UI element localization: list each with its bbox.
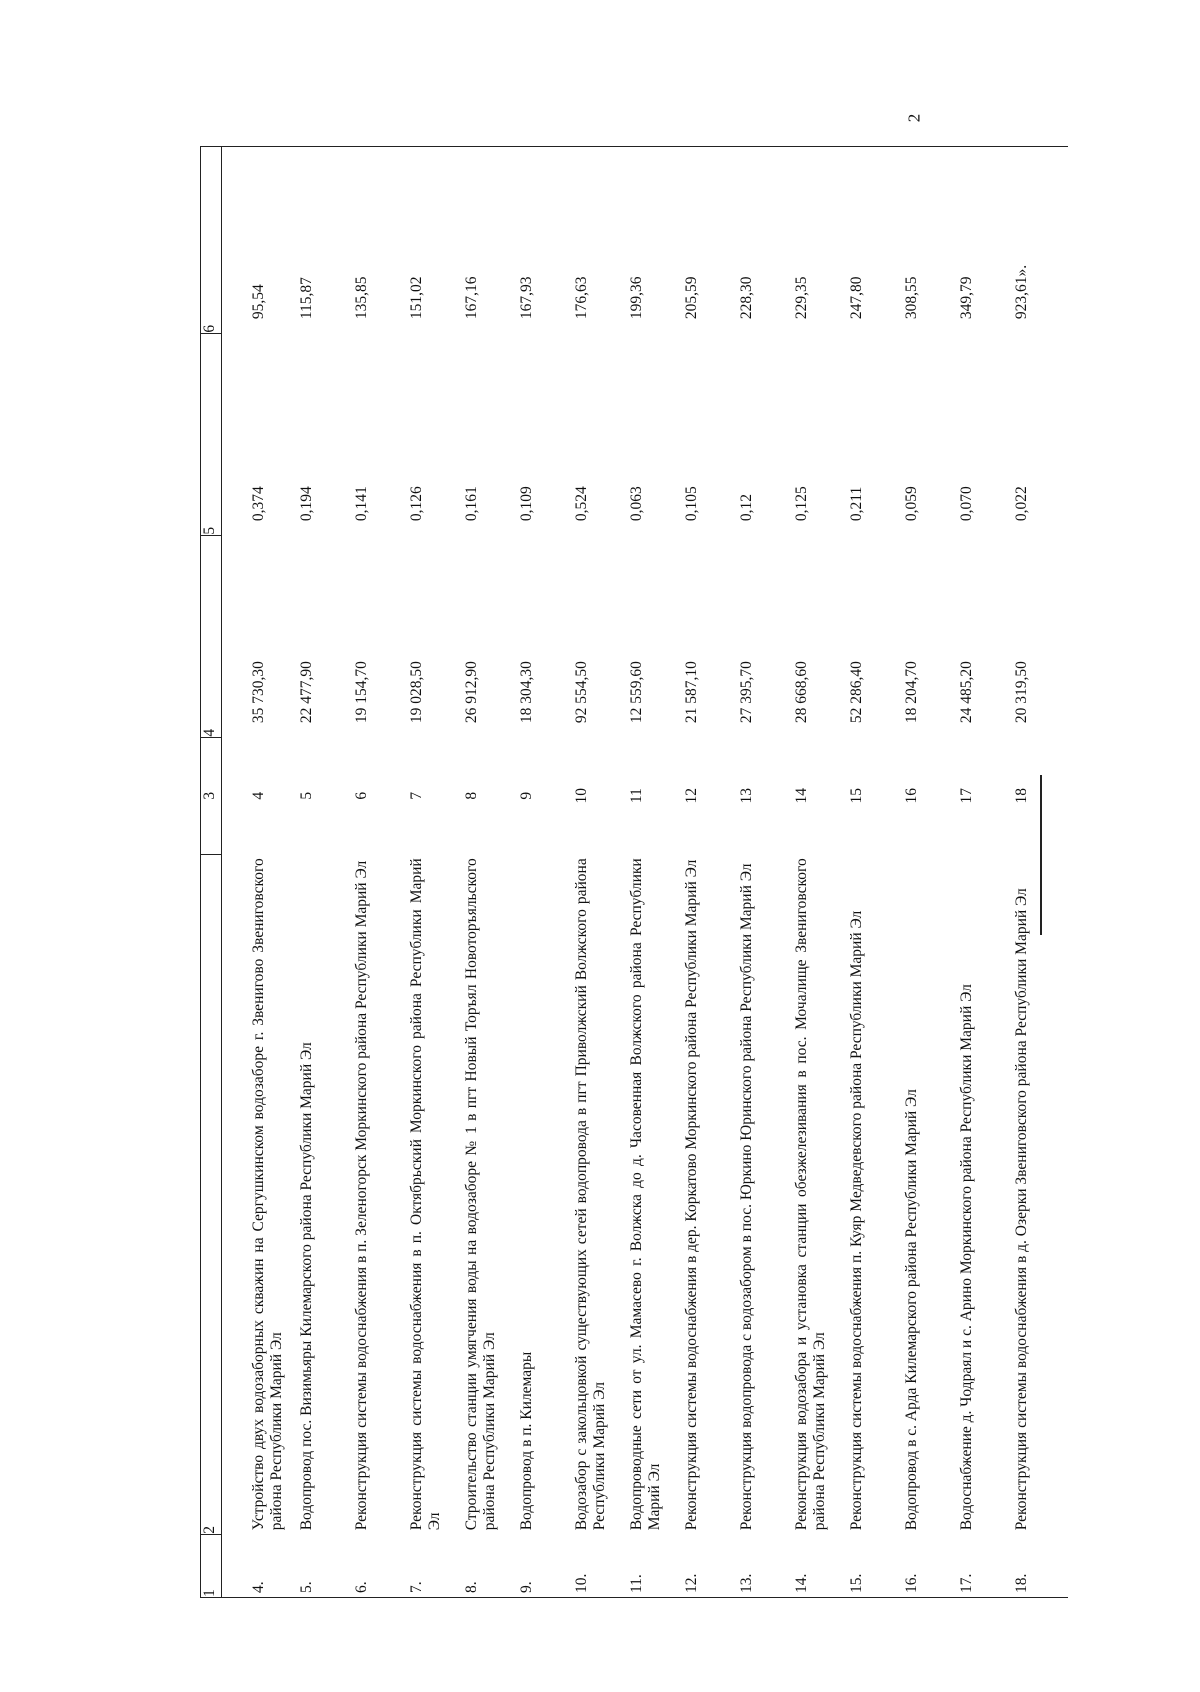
col-6-value: 135,85: [353, 147, 408, 334]
col-5-value: 0,105: [683, 486, 700, 522]
table-row: [958, 147, 1013, 1598]
col-4-value: 22 477,90: [298, 661, 315, 724]
row-number: 10.: [573, 1534, 628, 1597]
col-5-value: 0,070: [958, 486, 975, 522]
row-number: 6.: [353, 1534, 408, 1597]
col-4-value: 26 912,90: [463, 661, 480, 724]
col-3-value: 15: [848, 787, 865, 804]
col-4-value: 27 395,70: [738, 661, 755, 724]
row-number: 18.: [1013, 1534, 1068, 1597]
col-3-value: 18: [1013, 787, 1030, 804]
col-3-value: 13: [738, 787, 755, 804]
object-name: Водопроводные сети от ул. Мамасево г. Волжска до д. Часовенная Волжского района Республики Марий Эл: [628, 858, 663, 1531]
row-number: 12.: [683, 1534, 738, 1597]
header-col-6: 6: [201, 147, 222, 334]
col-6-value: 167,93: [518, 147, 573, 334]
rotated-page-content: [200, 26, 1030, 1598]
row-number: 4.: [222, 1534, 299, 1597]
page-number: 2: [904, 113, 924, 123]
table-row: [793, 147, 848, 1598]
table-row: [298, 147, 353, 1598]
table-row: [408, 147, 463, 1598]
col-5-value: 0,161: [463, 486, 480, 522]
col-6-value: 229,35: [793, 147, 848, 334]
col-4-value: 19 028,50: [408, 661, 425, 724]
col-3-value: 10: [573, 787, 590, 804]
col-5-value: 0,059: [903, 486, 920, 522]
col-4-value: 18 304,30: [518, 661, 535, 724]
object-name: Водозабор с закольцовкой существующих сетей водопровода в пгт Приволжский Волжского района Республики Марий Эл: [573, 858, 608, 1531]
col-5-value: 0,141: [353, 486, 370, 522]
row-number: 13.: [738, 1534, 793, 1597]
col-4-value: 35 730,30: [250, 661, 267, 724]
col-5-value: 0,374: [250, 486, 267, 522]
row-number: 8.: [463, 1534, 518, 1597]
col-6-value: 923,61».: [1013, 147, 1068, 334]
table-row: [628, 147, 683, 1598]
col-6-value: 95,54: [222, 147, 299, 334]
object-name: Водопровод пос. Визимьяры Килемарского района Республики Марий Эл: [298, 1042, 315, 1531]
header-col-3: 3: [201, 737, 222, 854]
col-5-value: 0,12: [738, 493, 755, 522]
col-4-value: 19 154,70: [353, 661, 370, 724]
footer-divider-line: [1040, 775, 1042, 935]
col-6-value: 115,87: [298, 147, 353, 334]
row-number: 5.: [298, 1534, 353, 1597]
col-6-value: 247,80: [848, 147, 903, 334]
row-number: 16.: [903, 1534, 958, 1597]
col-3-value: 5: [298, 791, 315, 800]
object-name: Реконструкция системы водоснабжения в д. Озерки Звениговского района Республики Марий Эл: [1013, 888, 1030, 1531]
table-row: [738, 147, 793, 1598]
col-4-value: 20 319,50: [1013, 661, 1030, 724]
col-4-value: 52 286,40: [848, 661, 865, 724]
row-number: 11.: [628, 1534, 683, 1597]
col-3-value: 14: [793, 787, 810, 804]
object-name: Строительство станции умягчения воды на водозаборе № 1 в пгт Новый Торъял Новоторъяльского района Республики Марий Эл: [463, 858, 498, 1531]
table-body: [222, 147, 1069, 1598]
col-5-value: 0,125: [793, 486, 810, 522]
data-table: [200, 146, 1068, 1598]
col-6-value: 199,36: [628, 147, 683, 334]
row-number: 15.: [848, 1534, 903, 1597]
col-3-value: 12: [683, 787, 700, 804]
object-name: Реконструкция системы водоснабжения в п. Зеленогорск Моркинского района Республики Марий Эл: [353, 860, 370, 1531]
object-name: Водопровод в п. Килемары: [518, 1351, 535, 1531]
col-3-value: 6: [353, 791, 370, 800]
header-col-1: 1: [201, 1534, 222, 1597]
object-name: Реконструкция системы водоснабжения в п. Октябрьский Моркинского района Республики Марий Эл: [408, 858, 443, 1531]
header-col-5: 5: [201, 333, 222, 535]
header-col-4: 4: [201, 535, 222, 737]
object-name: Водоснабжение д. Чодраял и с. Арино Моркинского района Республики Марий Эл: [958, 984, 975, 1531]
table-row: [463, 147, 518, 1598]
row-number: 7.: [408, 1534, 463, 1597]
col-3-value: 7: [408, 791, 425, 800]
col-5-value: 0,194: [298, 486, 315, 522]
col-6-value: 151,02: [408, 147, 463, 334]
col-3-value: 11: [628, 788, 645, 804]
col-6-value: 205,59: [683, 147, 738, 334]
row-number: 14.: [793, 1534, 848, 1597]
col-5-value: 0,022: [1013, 486, 1030, 522]
table-header: [201, 147, 222, 1598]
col-3-value: 9: [518, 791, 535, 800]
col-5-value: 0,211: [848, 486, 865, 522]
header-col-2: 2: [201, 854, 222, 1534]
table-row: [518, 147, 573, 1598]
table-row: [903, 147, 958, 1598]
col-4-value: 28 668,60: [793, 661, 810, 724]
col-3-value: 4: [250, 791, 267, 800]
col-4-value: 92 554,50: [573, 661, 590, 724]
object-name: Реконструкция системы водоснабжения п. Куяр Медведевского района Республики Марий Эл: [848, 910, 865, 1531]
col-4-value: 12 559,60: [628, 661, 645, 724]
col-5-value: 0,109: [518, 486, 535, 522]
col-6-value: 167,16: [463, 147, 518, 334]
col-4-value: 24 485,20: [958, 661, 975, 724]
col-3-value: 17: [958, 787, 975, 804]
col-4-value: 18 204,70: [903, 661, 920, 724]
col-6-value: 228,30: [738, 147, 793, 334]
col-3-value: 16: [903, 787, 920, 804]
table-row: [353, 147, 408, 1598]
col-4-value: 21 587,10: [683, 661, 700, 724]
object-name: Водопровод в с. Арда Килемарского района Республики Марий Эл: [903, 1089, 920, 1531]
object-name: Устройство двух водозаборных скважин на Сергушкинском водозаборе г. Звенигово Звениговского района Республики Марий Эл: [250, 858, 285, 1531]
row-number: 17.: [958, 1534, 1013, 1597]
row-number: 9.: [518, 1534, 573, 1597]
table-row: [683, 147, 738, 1598]
col-3-value: 8: [463, 791, 480, 800]
table-row: [573, 147, 628, 1598]
object-name: Реконструкция водозабора и установка станции обезжелезивания в пос. Мочалище Звениговского района Республики Марий Эл: [793, 858, 828, 1531]
col-6-value: 176,63: [573, 147, 628, 334]
table-row: [222, 147, 299, 1598]
header-row: [201, 147, 222, 1598]
col-6-value: 349,79: [958, 147, 1013, 334]
col-5-value: 0,126: [408, 486, 425, 522]
col-5-value: 0,524: [573, 486, 590, 522]
table-row: [848, 147, 903, 1598]
object-name: Реконструкция водопровода с водозабором в пос. Юркино Юринского района Республики Марий Эл: [738, 863, 755, 1531]
col-6-value: 308,55: [903, 147, 958, 334]
object-name: Реконструкция системы водоснабжения в дер. Коркатово Моркинского района Республики Марий Эл: [683, 859, 700, 1531]
col-5-value: 0,063: [628, 486, 645, 522]
